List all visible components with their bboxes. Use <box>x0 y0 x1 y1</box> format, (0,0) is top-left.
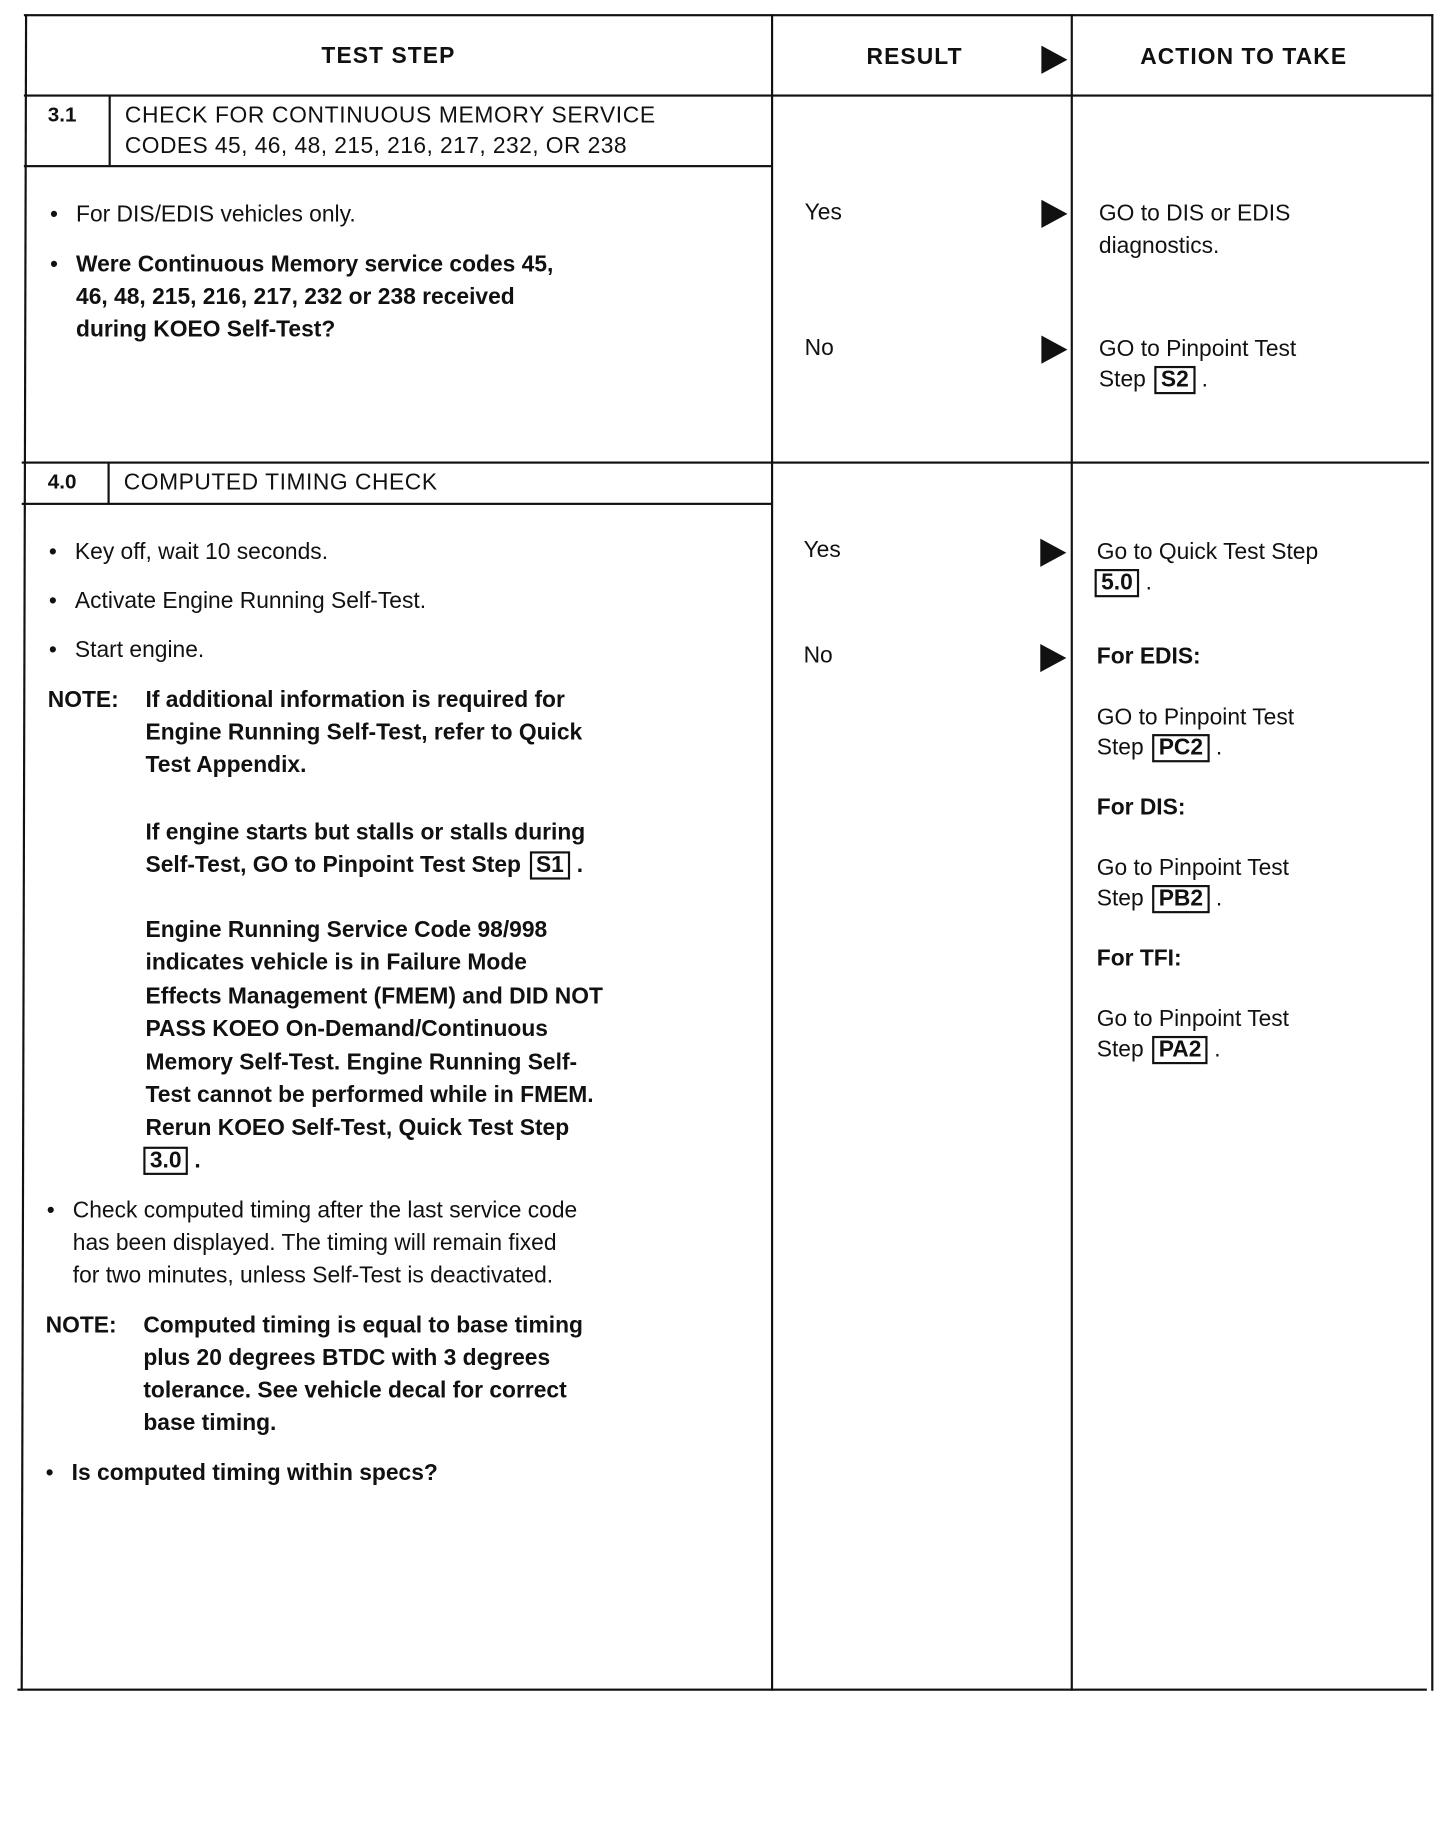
step-4-0-yes-action-line1: Go to Quick Test Step <box>1096 539 1319 565</box>
step-4-0-bullet-4-line1: • Check computed timing after the last service code <box>73 1194 577 1227</box>
step-4-0-note2-line2 <box>146 849 584 882</box>
step-4-0-edis-label: For EDIS: <box>1096 643 1201 669</box>
step-4-0-tfi-line2 <box>1097 1034 1221 1067</box>
step-3-1-no: No <box>804 335 834 361</box>
step-4-0-note3-line4: PASS KOEO On-Demand/Continuous <box>145 1016 548 1042</box>
column-divider-1 <box>771 14 773 1691</box>
step-4-0-note3-line7: Rerun KOEO Self-Test, Quick Test Step <box>145 1115 570 1141</box>
step-4-0-tfi-step-label: Step <box>1096 1037 1144 1063</box>
step-4-0-yes-action-line2 <box>1095 567 1152 600</box>
step-4-0-note2-step-ref: S1 <box>529 851 570 879</box>
step-3-1-yes: Yes <box>804 199 842 225</box>
step-4-0-note2-text: Self-Test, GO to Pinpoint Test Step <box>145 852 521 878</box>
step-4-0-bullet-2: • Activate Engine Running Self-Test. <box>75 585 426 618</box>
step-4-0-edis-period: . <box>1215 735 1223 761</box>
step-4-0-note4-line3: tolerance. See vehicle decal for correct <box>143 1378 567 1403</box>
step-3-1-title-line1: CHECK FOR CONTINUOUS MEMORY SERVICE <box>124 103 656 129</box>
step-4-0-dis-line1: Go to Pinpoint Test <box>1096 855 1290 881</box>
step-4-0-dis-step-ref: PB2 <box>1152 885 1209 913</box>
step-4-0-note-label: NOTE: <box>47 687 119 713</box>
left-border <box>21 14 28 1691</box>
step-3-1-title-border <box>24 165 771 167</box>
step-4-0-tfi-line1: Go to Pinpoint Test <box>1096 1006 1290 1032</box>
header-test-step: TEST STEP <box>321 43 456 69</box>
header-action: ACTION TO TAKE <box>1140 44 1348 70</box>
header-arrow-icon <box>1041 46 1067 74</box>
step-4-0-tfi-step-ref: PA2 <box>1152 1036 1208 1064</box>
step-4-0-note1-line3: Test Appendix. <box>145 752 307 778</box>
step-4-0-tfi-period: . <box>1214 1037 1221 1063</box>
step-4-0-tfi-label: For TFI: <box>1096 945 1182 971</box>
step-4-0-yes-action-step-ref: 5.0 <box>1095 569 1140 597</box>
step-4-0-number: 4.0 <box>47 471 77 495</box>
step-3-1-yes-arrow-icon <box>1041 200 1067 228</box>
step-4-0-note2-period: . <box>576 852 584 878</box>
step-4-0-edis-step-ref: PC2 <box>1152 734 1209 762</box>
step-4-0-no: No <box>803 642 833 668</box>
step-4-0-note2-line1: If engine starts but stalls or stalls during <box>145 819 586 845</box>
step-4-0-title-border <box>22 503 771 505</box>
section-divider <box>22 462 1429 464</box>
step-4-0-note1-line2: Engine Running Self-Test, refer to Quick <box>145 719 583 745</box>
step-4-0-title: COMPUTED TIMING CHECK <box>123 470 438 496</box>
step-3-1-bullet-1: • For DIS/EDIS vehicles only. <box>76 199 356 232</box>
step-4-0-bullet-3: • Start engine. <box>75 634 204 667</box>
right-border <box>1431 14 1433 1691</box>
step-4-0-yes-action-period: . <box>1145 570 1153 596</box>
step-4-0-note4-label: NOTE: <box>45 1312 117 1338</box>
step-4-0-note3-line1: Engine Running Service Code 98/998 <box>145 917 548 943</box>
step-3-1-question-line1: • Were Continuous Memory service codes 45, <box>76 249 553 282</box>
step-3-1-no-action-period: . <box>1201 367 1208 393</box>
step-3-1-number: 3.1 <box>47 104 77 128</box>
step-4-0-note3-line2: indicates vehicle is in Failure Mode <box>145 950 527 976</box>
step-3-1-no-arrow-icon <box>1041 336 1067 364</box>
step-4-0-question: • Is computed timing within specs? <box>72 1457 438 1490</box>
step-4-0-note3-line6: Test cannot be performed while in FMEM. <box>145 1082 594 1108</box>
step-4-0-note3-step-ref: 3.0 <box>143 1147 188 1175</box>
step-4-0-edis-step-label: Step <box>1096 735 1144 761</box>
column-divider-2 <box>1071 14 1073 1691</box>
step-4-0-note3-line3: Effects Management (FMEM) and DID NOT <box>145 983 603 1009</box>
step-4-0-note4-line2: plus 20 degrees BTDC with 3 degrees <box>143 1345 551 1371</box>
step-3-1-no-action-line2 <box>1099 364 1208 397</box>
step-4-0-note3-line8 <box>143 1145 200 1178</box>
step-4-0-bullet-1: • Key off, wait 10 seconds. <box>75 536 328 569</box>
step-3-1-number-divider <box>109 96 111 165</box>
step-4-0-note4-line4: base timing. <box>143 1410 277 1436</box>
table-bottom-border <box>17 1689 1426 1691</box>
step-4-0-dis-label: For DIS: <box>1096 794 1186 820</box>
step-4-0-yes-arrow-icon <box>1040 539 1066 567</box>
header-bottom-border <box>24 94 1433 96</box>
step-4-0-dis-step-label: Step <box>1096 886 1144 912</box>
step-4-0-note3-line5: Memory Self-Test. Engine Running Self- <box>145 1050 578 1076</box>
step-3-1-title-line2: CODES 45, 46, 48, 215, 216, 217, 232, OR 238 <box>124 133 628 159</box>
step-4-0-edis-line1: GO to Pinpoint Test <box>1096 704 1295 730</box>
step-3-1-no-action-line1: GO to Pinpoint Test <box>1098 336 1297 362</box>
step-3-1-question-line3: during KOEO Self-Test? <box>76 317 336 343</box>
step-4-0-yes: Yes <box>803 537 841 563</box>
step-4-0-dis-period: . <box>1215 886 1223 912</box>
step-3-1-question-line2: 46, 48, 215, 216, 217, 232 or 238 received <box>76 284 515 310</box>
step-4-0-note3-period: . <box>194 1147 201 1173</box>
step-4-0-dis-line2 <box>1097 883 1223 916</box>
step-4-0-number-divider <box>108 463 110 504</box>
step-3-1-no-action-step-ref: S2 <box>1154 366 1195 394</box>
header-result: RESULT <box>866 44 963 70</box>
step-4-0-bullet-4-line3: for two minutes, unless Self-Test is deactivated. <box>72 1262 554 1288</box>
step-3-1-yes-action-line2: diagnostics. <box>1098 233 1220 259</box>
step-3-1-yes-action-line1: GO to DIS or EDIS <box>1098 200 1291 226</box>
step-4-0-edis-line2 <box>1097 732 1223 765</box>
step-4-0-bullet-4-line2: has been displayed. The timing will remain fixed <box>72 1230 557 1256</box>
step-4-0-note1-line1: If additional information is required for <box>145 687 565 713</box>
step-3-1-no-action-step-label: Step <box>1098 367 1146 393</box>
step-4-0-no-arrow-icon <box>1040 644 1066 672</box>
step-4-0-note4-line1: Computed timing is equal to base timing <box>143 1312 583 1338</box>
table-top-border <box>24 14 1433 16</box>
